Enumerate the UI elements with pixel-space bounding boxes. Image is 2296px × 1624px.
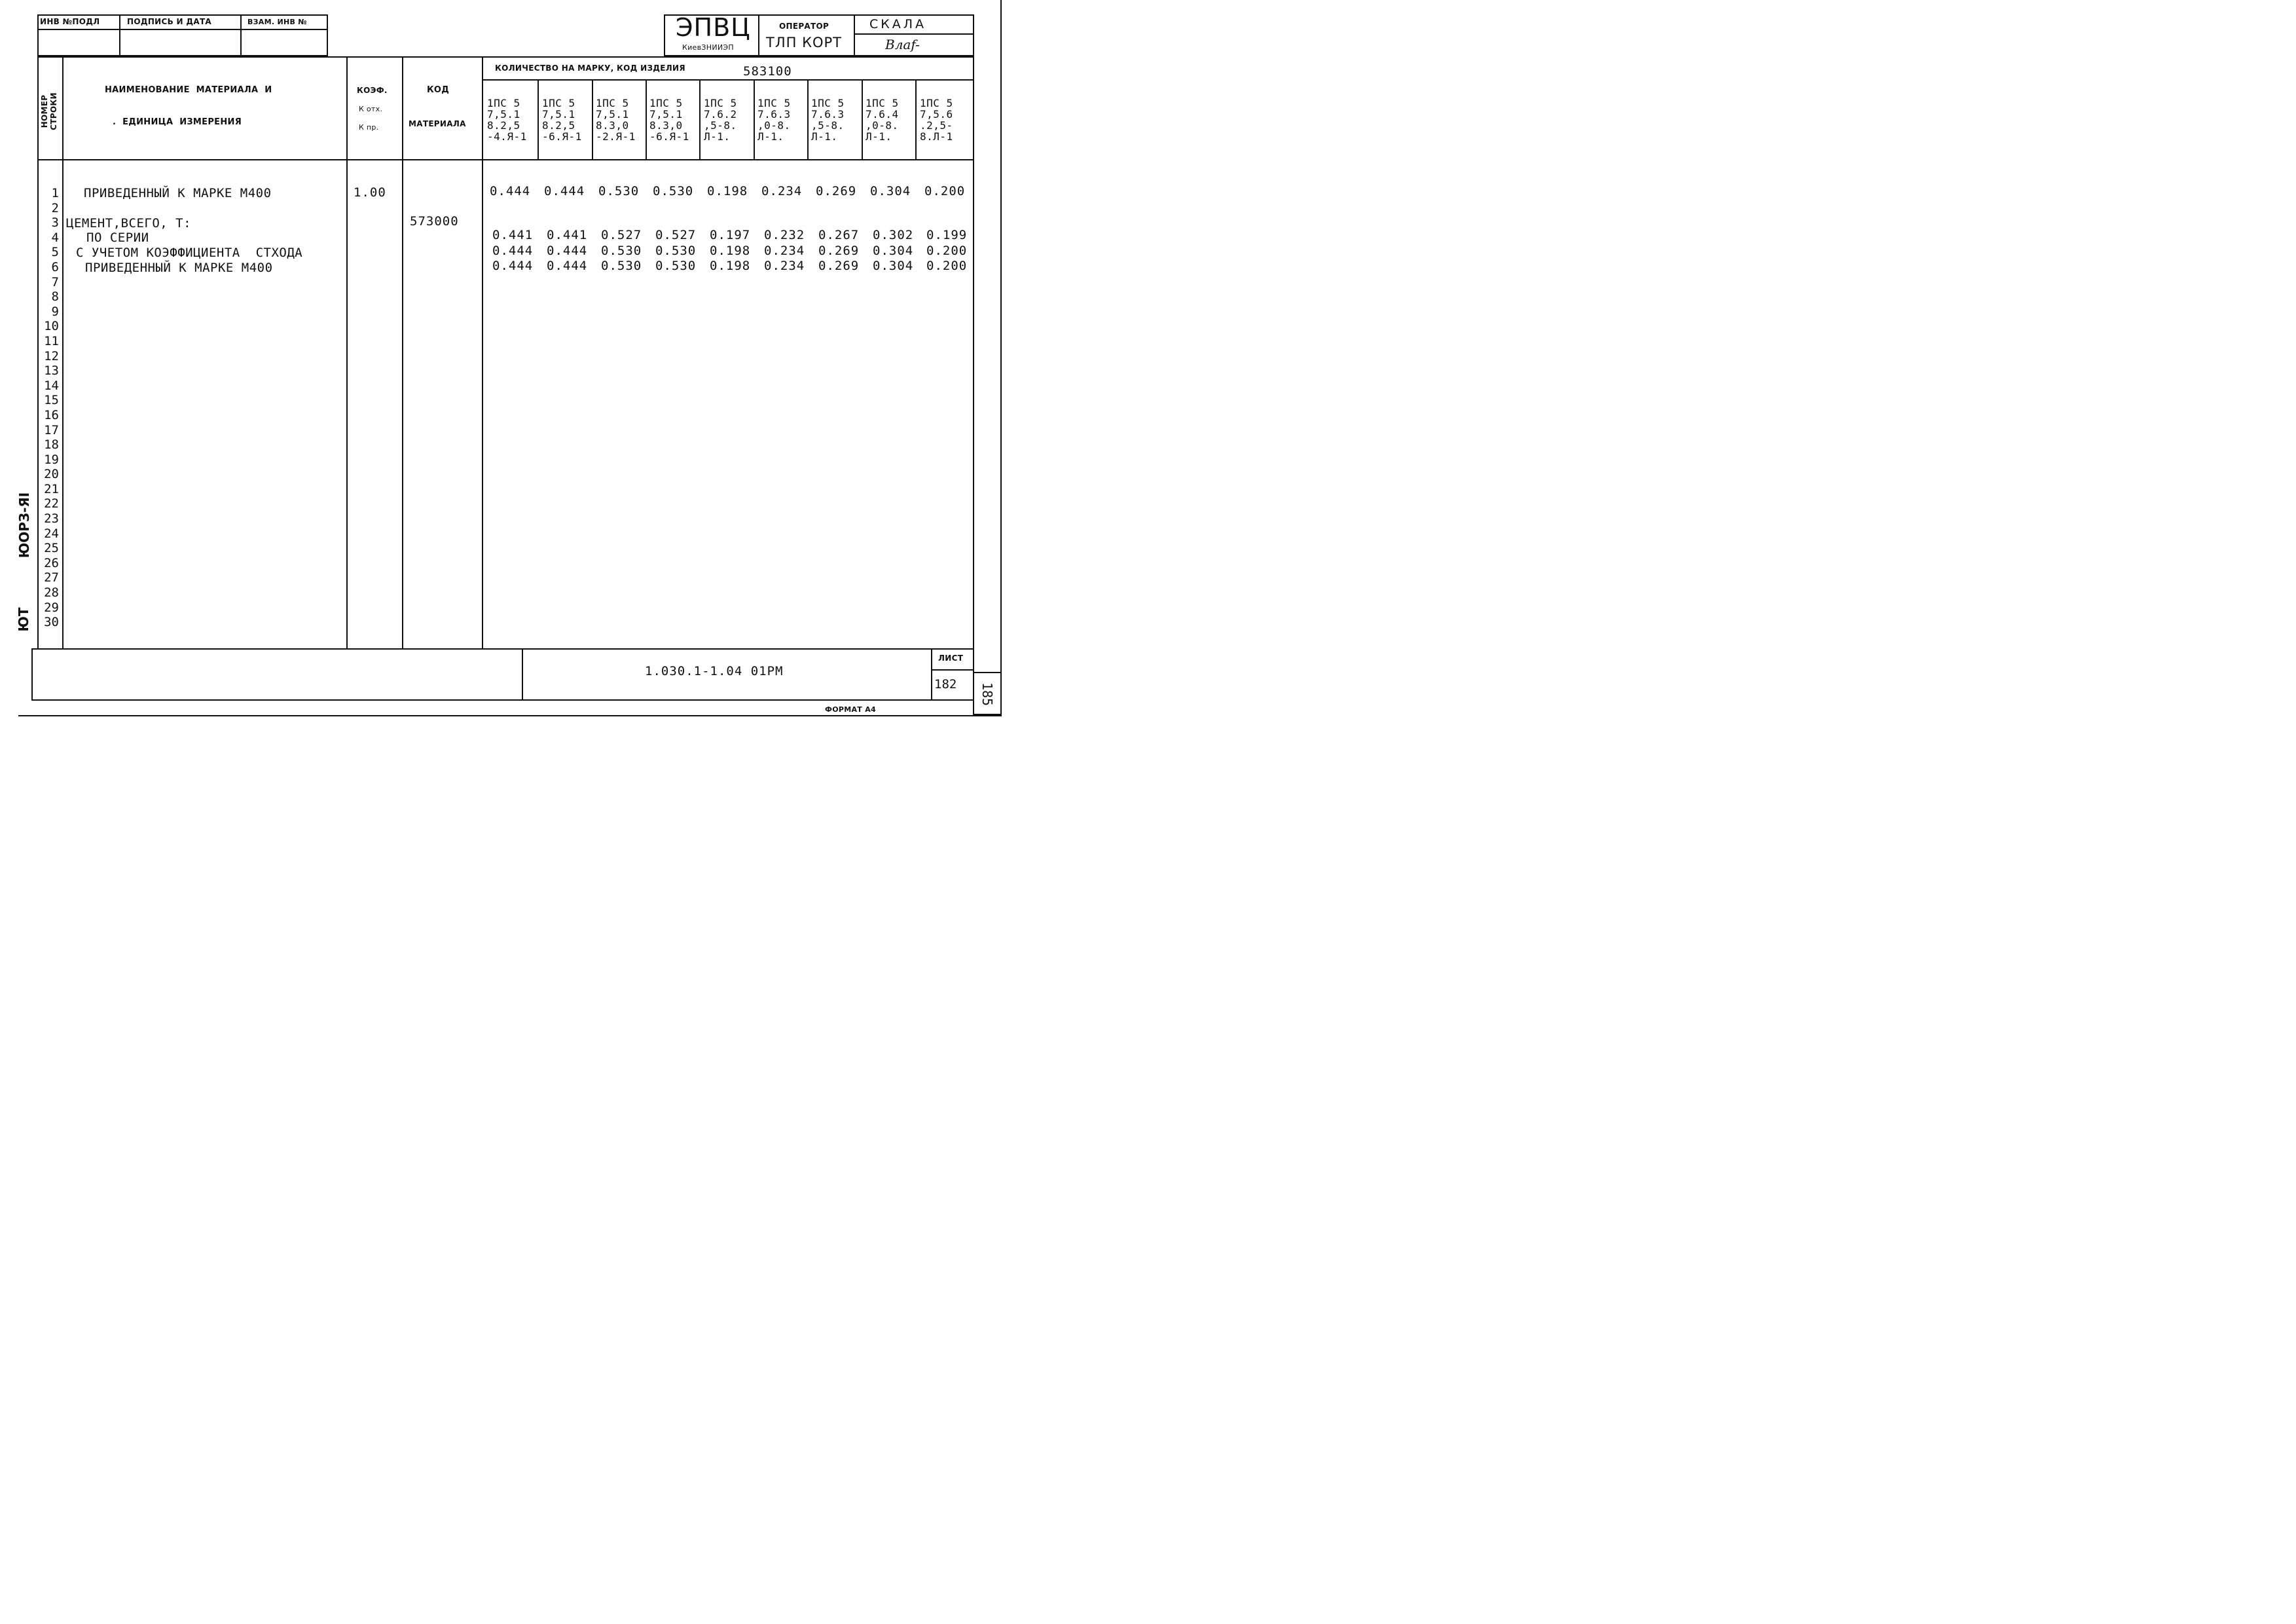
value-cell: 0.444 xyxy=(492,259,534,273)
value-cell: 0.197 xyxy=(710,228,751,242)
row-number: 4 xyxy=(51,230,59,245)
value-cell: 0.199 xyxy=(926,228,968,242)
header-material-name-2: . ЕДИНИЦА ИЗМЕРЕНИЯ xyxy=(113,117,242,127)
row-number: 17 xyxy=(44,422,59,437)
value-cell: 0.304 xyxy=(870,184,911,198)
value-cell: 0.234 xyxy=(764,244,805,258)
main-table xyxy=(37,56,974,650)
outer-border xyxy=(18,715,1002,716)
row-number: 11 xyxy=(44,333,59,348)
header-k-pr: К пр. xyxy=(359,123,379,132)
value-cell: 0.304 xyxy=(873,244,914,258)
title-divider xyxy=(854,14,855,56)
header-k-otx: К отх. xyxy=(359,105,383,113)
row-number: 19 xyxy=(44,452,59,467)
row-number: 25 xyxy=(44,541,59,556)
header-kod: КОД xyxy=(427,85,450,95)
row-number: 24 xyxy=(44,526,59,541)
row-number: 26 xyxy=(44,555,59,570)
signature: Влаf- xyxy=(885,37,920,52)
row-number: 6 xyxy=(51,259,59,274)
row-numbers xyxy=(38,186,59,630)
header-material: МАТЕРИАЛА xyxy=(409,119,466,128)
value-cell: 0.200 xyxy=(924,184,966,198)
row-number: 9 xyxy=(51,304,59,319)
material-row-4: ПО СЕРИИ xyxy=(86,231,149,245)
header-product-code: 583100 xyxy=(743,64,792,79)
value-cell: 0.302 xyxy=(873,228,914,242)
value-cell: 0.530 xyxy=(598,184,640,198)
value-cell: 0.234 xyxy=(761,184,803,198)
system-name: СКАЛА xyxy=(869,17,927,31)
row-number: 13 xyxy=(44,363,59,378)
row-number: 16 xyxy=(44,407,59,422)
value-cell: 0.198 xyxy=(710,259,751,273)
value-cell: 0.198 xyxy=(710,244,751,258)
material-row-5: С УЧЕТОМ КОЭФФИЦИЕНТА СТХОДА xyxy=(76,246,303,260)
row-number: 21 xyxy=(44,481,59,496)
row-number: 27 xyxy=(44,570,59,585)
table-divider xyxy=(807,79,809,159)
table-divider xyxy=(862,79,863,159)
row-number: 15 xyxy=(44,393,59,408)
value-cell: 0.530 xyxy=(655,244,697,258)
row-number: 5 xyxy=(51,245,59,260)
mark-cell: 1ПС 5 7.6.3 ,5-8. Л-1. xyxy=(811,97,845,143)
format-label: ФОРМАТ А4 xyxy=(825,705,876,714)
mark-cell: 1ПС 5 7.6.3 ,0-8. Л-1. xyxy=(757,97,791,143)
value-cell: 0.441 xyxy=(492,228,534,242)
value-cell: 0.269 xyxy=(816,184,857,198)
table-divider xyxy=(402,56,403,650)
value-cell: 0.269 xyxy=(818,244,860,258)
outer-border xyxy=(1000,0,1002,715)
stamp-divider xyxy=(240,14,242,56)
org-main: ЭПВЦ xyxy=(676,13,751,42)
mark-cell: 1ПС 5 7,5.1 8.2,5 -4.Я-1 xyxy=(487,97,527,143)
row-number: 10 xyxy=(44,319,59,334)
mark-cell: 1ПС 5 7.6.2 ,5-8. Л-1. xyxy=(704,97,737,143)
value-cell: 0.200 xyxy=(926,259,968,273)
table-divider xyxy=(482,79,974,81)
value-cell: 0.444 xyxy=(490,184,531,198)
row-number: 23 xyxy=(44,511,59,526)
table-divider xyxy=(37,159,974,160)
value-cell: 0.530 xyxy=(655,259,697,273)
value-cell: 0.444 xyxy=(547,259,588,273)
margin-note-1: ЮОРЗ-ЯI xyxy=(16,492,32,559)
table-divider xyxy=(915,79,917,159)
value-cell: 0.234 xyxy=(764,259,805,273)
stamp-divider xyxy=(119,14,120,56)
row-number: 12 xyxy=(44,348,59,363)
operator-value: ТЛП КОРТ xyxy=(766,35,843,50)
doc-code: 1.030.1-1.04 01РМ xyxy=(645,664,784,678)
header-qty-label: КОЛИЧЕСТВО НА МАРКУ, КОД ИЗДЕЛИЯ xyxy=(495,64,685,73)
table-divider xyxy=(754,79,755,159)
sheet-number: 182 xyxy=(934,677,957,692)
value-cell: 0.200 xyxy=(926,244,968,258)
row-number: 2 xyxy=(51,200,59,215)
row-number: 29 xyxy=(44,600,59,615)
org-sub: КиевЗНИИЭП xyxy=(682,43,734,52)
value-cell: 0.530 xyxy=(653,184,694,198)
table-divider xyxy=(346,56,348,650)
material-row-3: ЦЕМЕНТ,ВСЕГО, Т: xyxy=(66,216,192,231)
footer-block xyxy=(31,648,974,701)
table-divider xyxy=(646,79,647,159)
table-divider xyxy=(482,56,483,650)
row-number: 20 xyxy=(44,467,59,482)
row-number: 30 xyxy=(44,615,59,630)
row-number: 1 xyxy=(51,186,59,200)
footer-divider xyxy=(522,648,523,701)
operator-label: ОПЕРАТОР xyxy=(779,22,829,31)
material-row-1: ПРИВЕДЕННЫЙ К МАРКЕ М400 xyxy=(84,186,272,200)
value-cell: 0.304 xyxy=(873,259,914,273)
title-divider xyxy=(758,14,759,56)
stamp-signature-date-label: ПОДПИСЬ И ДАТА xyxy=(127,17,212,26)
value-cell: 0.527 xyxy=(655,228,697,242)
page-corner-number: 185 xyxy=(979,682,995,707)
row-number: 3 xyxy=(51,215,59,231)
table-divider xyxy=(699,79,701,159)
material-row-6: ПРИВЕДЕННЫЙ К МАРКЕ М400 xyxy=(85,261,273,275)
stamp-inv-podl-label: ИНВ №ПОДЛ xyxy=(40,17,100,26)
table-divider xyxy=(62,56,64,650)
value-cell: 0.530 xyxy=(601,259,642,273)
footer-divider xyxy=(931,669,974,671)
row-number: 28 xyxy=(44,585,59,600)
stamp-replace-inv-label: ВЗАМ. ИНВ № xyxy=(247,18,307,26)
mark-cell: 1ПС 5 7.6.4 ,0-8. Л-1. xyxy=(866,97,899,143)
mark-cell: 1ПС 5 7,5.1 8.3,0 -2.Я-1 xyxy=(596,97,636,143)
margin-note-2: ЮТ xyxy=(16,607,31,632)
row-number: 22 xyxy=(44,496,59,511)
stamp-divider xyxy=(37,29,328,30)
value-cell: 0.444 xyxy=(492,244,534,258)
mark-cell: 1ПС 5 7,5.1 8.3,0 -6.Я-1 xyxy=(649,97,689,143)
value-cell: 0.444 xyxy=(547,244,588,258)
value-cell: 0.444 xyxy=(544,184,585,198)
footer-divider xyxy=(931,648,932,701)
row-number: 8 xyxy=(51,289,59,304)
mark-cell: 1ПС 5 7,5.1 8.2,5 -6.Я-1 xyxy=(542,97,582,143)
table-divider xyxy=(538,79,539,159)
header-row-number: НОМЕР СТРОКИ xyxy=(40,92,58,130)
header-material-name-1: НАИМЕНОВАНИЕ МАТЕРИАЛА И xyxy=(105,85,272,95)
header-koef: КОЭФ. xyxy=(357,86,388,95)
value-cell: 0.198 xyxy=(707,184,748,198)
value-cell: 0.530 xyxy=(601,244,642,258)
table-divider xyxy=(592,79,593,159)
sheet-label: ЛИСТ xyxy=(938,654,964,663)
row-number: 18 xyxy=(44,437,59,452)
value-cell: 0.269 xyxy=(818,259,860,273)
row-number: 7 xyxy=(51,274,59,289)
value-cell: 0.267 xyxy=(818,228,860,242)
koef-value: 1.00 xyxy=(354,185,386,200)
value-cell: 0.232 xyxy=(764,228,805,242)
material-code: 573000 xyxy=(410,214,459,229)
value-cell: 0.527 xyxy=(601,228,642,242)
value-cell: 0.441 xyxy=(547,228,588,242)
title-divider xyxy=(854,33,974,35)
row-number: 14 xyxy=(44,378,59,393)
mark-cell: 1ПС 5 7,5.6 .2,5- 8.Л-1 xyxy=(920,97,953,143)
